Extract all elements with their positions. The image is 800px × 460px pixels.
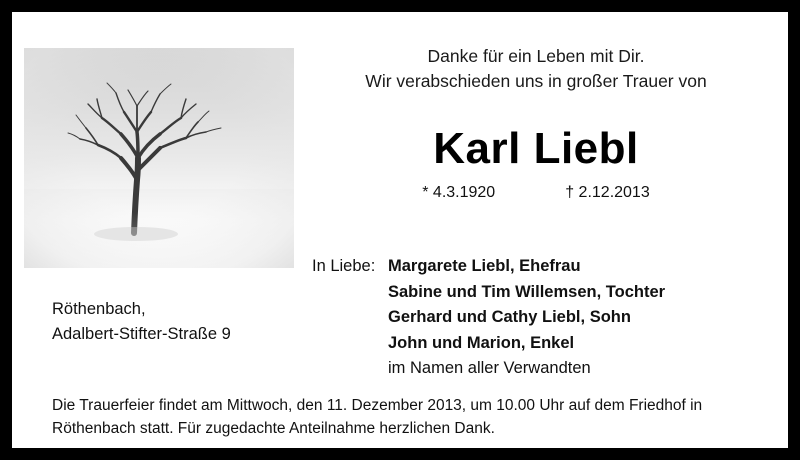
mourner-row xyxy=(312,254,782,280)
winter-tree-photo xyxy=(24,48,294,268)
life-dates xyxy=(292,184,780,202)
dedication-label: In Liebe: xyxy=(312,257,376,275)
address-line-2: Adalbert-Stifter-Straße 9 xyxy=(52,324,231,343)
address-line-1: Röthenbach, xyxy=(52,300,146,318)
frame-border-right xyxy=(788,0,800,460)
mourner-name-2: Sabine und Tim Willemsen, Tochter xyxy=(388,282,666,301)
frame-border-bottom xyxy=(0,448,800,460)
mourner-name-5: im Namen aller Verwandten xyxy=(388,359,591,378)
mourner-row xyxy=(312,280,782,306)
funeral-details-line-2: Röthenbach statt. Für zugedachte Anteilnahme herzlichen Dank. xyxy=(52,420,495,438)
birth-date: * 4.3.1920 xyxy=(422,184,496,201)
intro-line-2: Wir verabschieden uns in großer Trauer von xyxy=(365,71,707,92)
mourner-name-1: Margarete Liebl, Ehefrau xyxy=(388,257,581,275)
frame-border-top xyxy=(0,0,800,12)
mourners-block xyxy=(312,254,782,382)
photo-vignette xyxy=(24,48,294,268)
mourner-row xyxy=(312,356,782,382)
mourner-name-3: Gerhard und Cathy Liebl, Sohn xyxy=(388,308,631,327)
notice-body xyxy=(12,12,788,448)
death-date: † 2.12.2013 xyxy=(565,184,650,201)
intro-line-1: Danke für ein Leben mit Dir. xyxy=(427,46,645,66)
funeral-details xyxy=(52,394,768,441)
mourner-name-4: John und Marion, Enkel xyxy=(388,333,575,352)
mourner-row xyxy=(312,305,782,331)
mourner-row xyxy=(312,331,782,357)
intro-text xyxy=(292,44,780,95)
address-block xyxy=(52,297,292,347)
frame-border-left xyxy=(0,0,12,460)
deceased-name: Karl Liebl xyxy=(433,124,639,173)
funeral-details-line-1: Die Trauerfeier findet am Mittwoch, den 11. Dezember 2013, um 10.00 Uhr auf dem Friedhof in xyxy=(52,397,703,414)
